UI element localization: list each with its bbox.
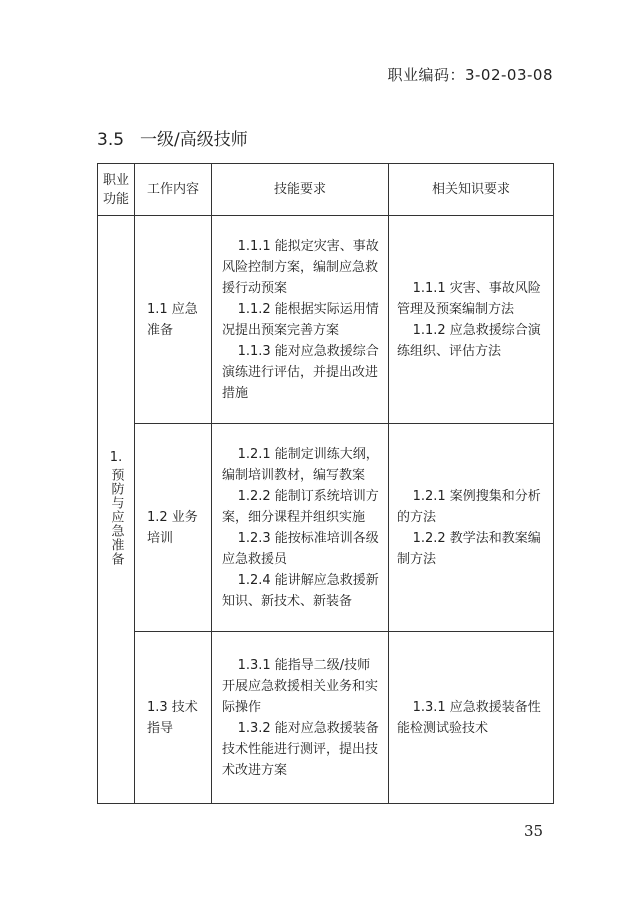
column-header-knowledge: 相关知识要求 <box>389 164 554 216</box>
work-content-cell <box>135 424 212 632</box>
function-cell <box>98 216 135 804</box>
table-row <box>98 632 554 804</box>
table-header-row <box>98 164 554 216</box>
knowledge-item: 1.1.2 应急救援综合演练组织、评估方法 <box>397 322 541 359</box>
work-content-cell <box>135 216 212 424</box>
skill-item: 1.3.2 能对应急救援装备技术性能进行测评，提出技术改进方案 <box>222 720 379 778</box>
work-content: 1.2 业务培训 <box>147 509 198 546</box>
knowledge-item: 1.2.1 案例搜集和分析的方法 <box>397 488 541 525</box>
column-header-function: 职业功能 <box>98 164 135 216</box>
table-row <box>98 216 554 424</box>
skills-table <box>97 163 554 804</box>
skill-item: 1.1.3 能对应急救援综合演练进行评估，并提出改进措施 <box>222 343 379 401</box>
occupation-code: 职业编码：3-02-03-08 <box>387 66 553 84</box>
work-content-cell <box>135 632 212 804</box>
page-number: 35 <box>524 822 544 840</box>
skill-cell <box>212 632 389 804</box>
skill-item: 1.2.2 能制订系统培训方案，细分课程并组织实施 <box>222 488 379 525</box>
knowledge-cell <box>389 632 554 804</box>
skill-cell <box>212 216 389 424</box>
knowledge-cell <box>389 216 554 424</box>
skill-item: 1.3.1 能指导二级/技师开展应急救援相关业务和实际操作 <box>222 657 379 715</box>
knowledge-item: 1.3.1 应急救援装备性能检测试验技术 <box>397 699 541 736</box>
work-content: 1.3 技术指导 <box>147 699 198 736</box>
work-content: 1.1 应急准备 <box>147 301 198 338</box>
skill-item: 1.1.2 能根据实际运用情况提出预案完善方案 <box>222 301 379 338</box>
section-title <box>97 125 248 150</box>
skill-item: 1.1.1 能拟定灾害、事故风险控制方案，编制应急救援行动预案 <box>222 238 379 296</box>
function-number: 1. <box>109 449 123 465</box>
skill-item: 1.2.4 能讲解应急救援新知识、新技术、新装备 <box>222 572 379 609</box>
knowledge-item: 1.1.1 灾害、事故风险管理及预案编制方法 <box>397 280 541 317</box>
column-header-work: 工作内容 <box>135 164 212 216</box>
column-header-skill: 技能要求 <box>212 164 389 216</box>
table-row <box>98 424 554 632</box>
section-name: 一级/高级技师 <box>140 130 248 150</box>
knowledge-cell <box>389 424 554 632</box>
function-name: 预防与应急准备 <box>108 467 124 566</box>
skill-item: 1.2.3 能按标准培训各级应急救援员 <box>222 530 379 567</box>
skill-cell <box>212 424 389 632</box>
section-number: 3.5 <box>97 130 125 150</box>
skill-item: 1.2.1 能制定训练大纲，编制培训教材，编写教案 <box>222 446 379 483</box>
knowledge-item: 1.2.2 教学法和教案编制方法 <box>397 530 541 567</box>
